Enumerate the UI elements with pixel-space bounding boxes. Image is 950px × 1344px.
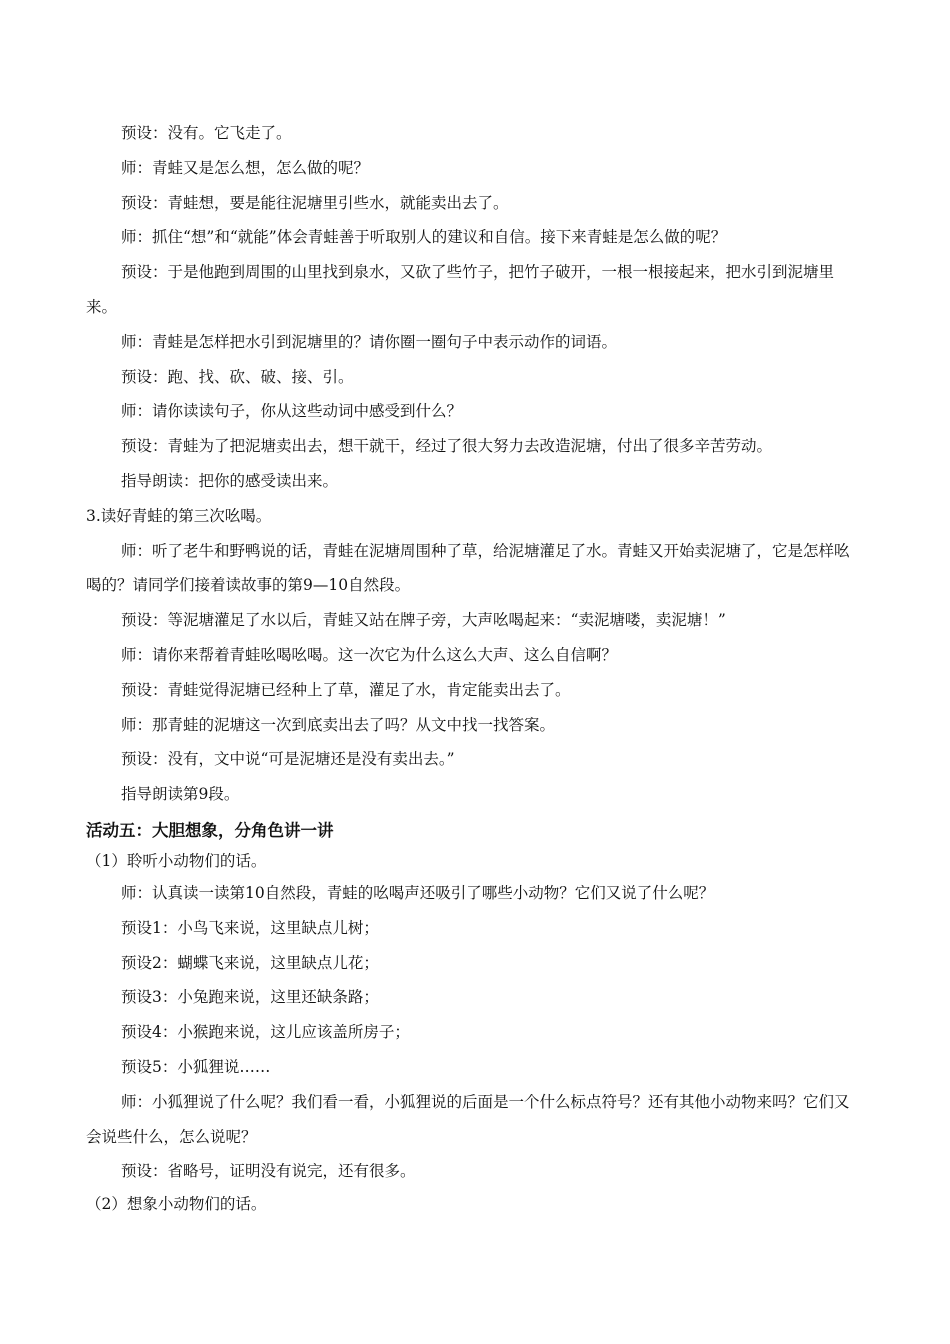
paragraph: 师：请你来帮着青蛙吆喝吆喝。这一次它为什么这么大声、这么自信啊？	[121, 645, 618, 664]
paragraph: 预设：于是他跑到周围的山里找到泉水，又砍了些竹子，把竹子破开，一根一根接起来，把水引到泥塘里来。	[86, 263, 835, 316]
paragraph: 指导朗读第9段。	[121, 785, 240, 804]
paragraph: 预设：省略号，证明没有说完，还有很多。	[121, 1162, 416, 1181]
paragraph: 预设3：小兔跑来说，这里还缺条路；	[121, 988, 379, 1007]
activity-heading: 活动五：大胆想象，分角色讲一讲	[86, 820, 334, 840]
paragraph: 预设：青蛙觉得泥塘已经种上了草，灌足了水，肯定能卖出去了。	[121, 680, 571, 699]
paragraph: 师：青蛙又是怎么想，怎么做的呢？	[121, 158, 370, 177]
paragraph: 预设：等泥塘灌足了水以后，青蛙又站在牌子旁，大声吆喝起来：“卖泥塘喽，卖泥塘！”	[121, 611, 726, 630]
paragraph: 预设：没有，文中说“可是泥塘还是没有卖出去。”	[121, 750, 455, 769]
section-subheading: 3.读好青蛙的第三次吆喝。	[86, 506, 272, 525]
paragraph: 预设1：小鸟飞来说，这里缺点儿树；	[121, 918, 379, 937]
paragraph: 预设：没有。它飞走了。	[121, 124, 292, 142]
paragraph: 师：请你读读句子，你从这些动词中感受到什么？	[121, 402, 463, 421]
paragraph: 指导朗读：把你的感受读出来。	[121, 471, 339, 490]
paragraph: 师：认真读一读第10自然段，青蛙的吆喝声还吸引了哪些小动物？它们又说了什么呢？	[121, 883, 715, 902]
paragraph: 预设4：小猴跑来说，这儿应该盖所房子；	[121, 1023, 410, 1042]
paragraph: 师：小狐狸说了什么呢？我们看一看，小狐狸说的后面是一个什么标点符号？还有其他小动物来吗？它们又会说些什么，怎么说呢？	[86, 1092, 850, 1146]
paragraph: 预设：跑、找、砍、破、接、引。	[121, 367, 354, 386]
paragraph: 预设5：小狐狸说……	[121, 1057, 271, 1076]
paragraph: 师：青蛙是怎样把水引到泥塘里的？请你圈一圈句子中表示动作的词语。	[121, 332, 618, 351]
section-subheading: （2）想象小动物们的话。	[86, 1195, 267, 1214]
paragraph: 师：抓住“想”和“就能”体会青蛙善于听取别人的建议和自信。接下来青蛙是怎么做的呢？	[121, 228, 727, 247]
paragraph: 预设2：蝴蝶飞来说，这里缺点儿花；	[121, 953, 379, 972]
paragraph: 预设：青蛙为了把泥塘卖出去，想干就干，经过了很大努力去改造泥塘，付出了很多辛苦劳动。	[121, 437, 773, 456]
section-subheading: （1）聆听小动物们的话。	[86, 851, 267, 870]
paragraph: 师：听了老牛和野鸭说的话，青蛙在泥塘周围种了草，给泥塘灌足了水。青蛙又开始卖泥塘了，它是怎样吆喝的？请同学们接着读故事的第9—10自然段。	[86, 541, 850, 595]
paragraph: 师：那青蛙的泥塘这一次到底卖出去了吗？从文中找一找答案。	[121, 715, 556, 734]
paragraph: 预设：青蛙想，要是能往泥塘里引些水，就能卖出去了。	[121, 193, 509, 212]
